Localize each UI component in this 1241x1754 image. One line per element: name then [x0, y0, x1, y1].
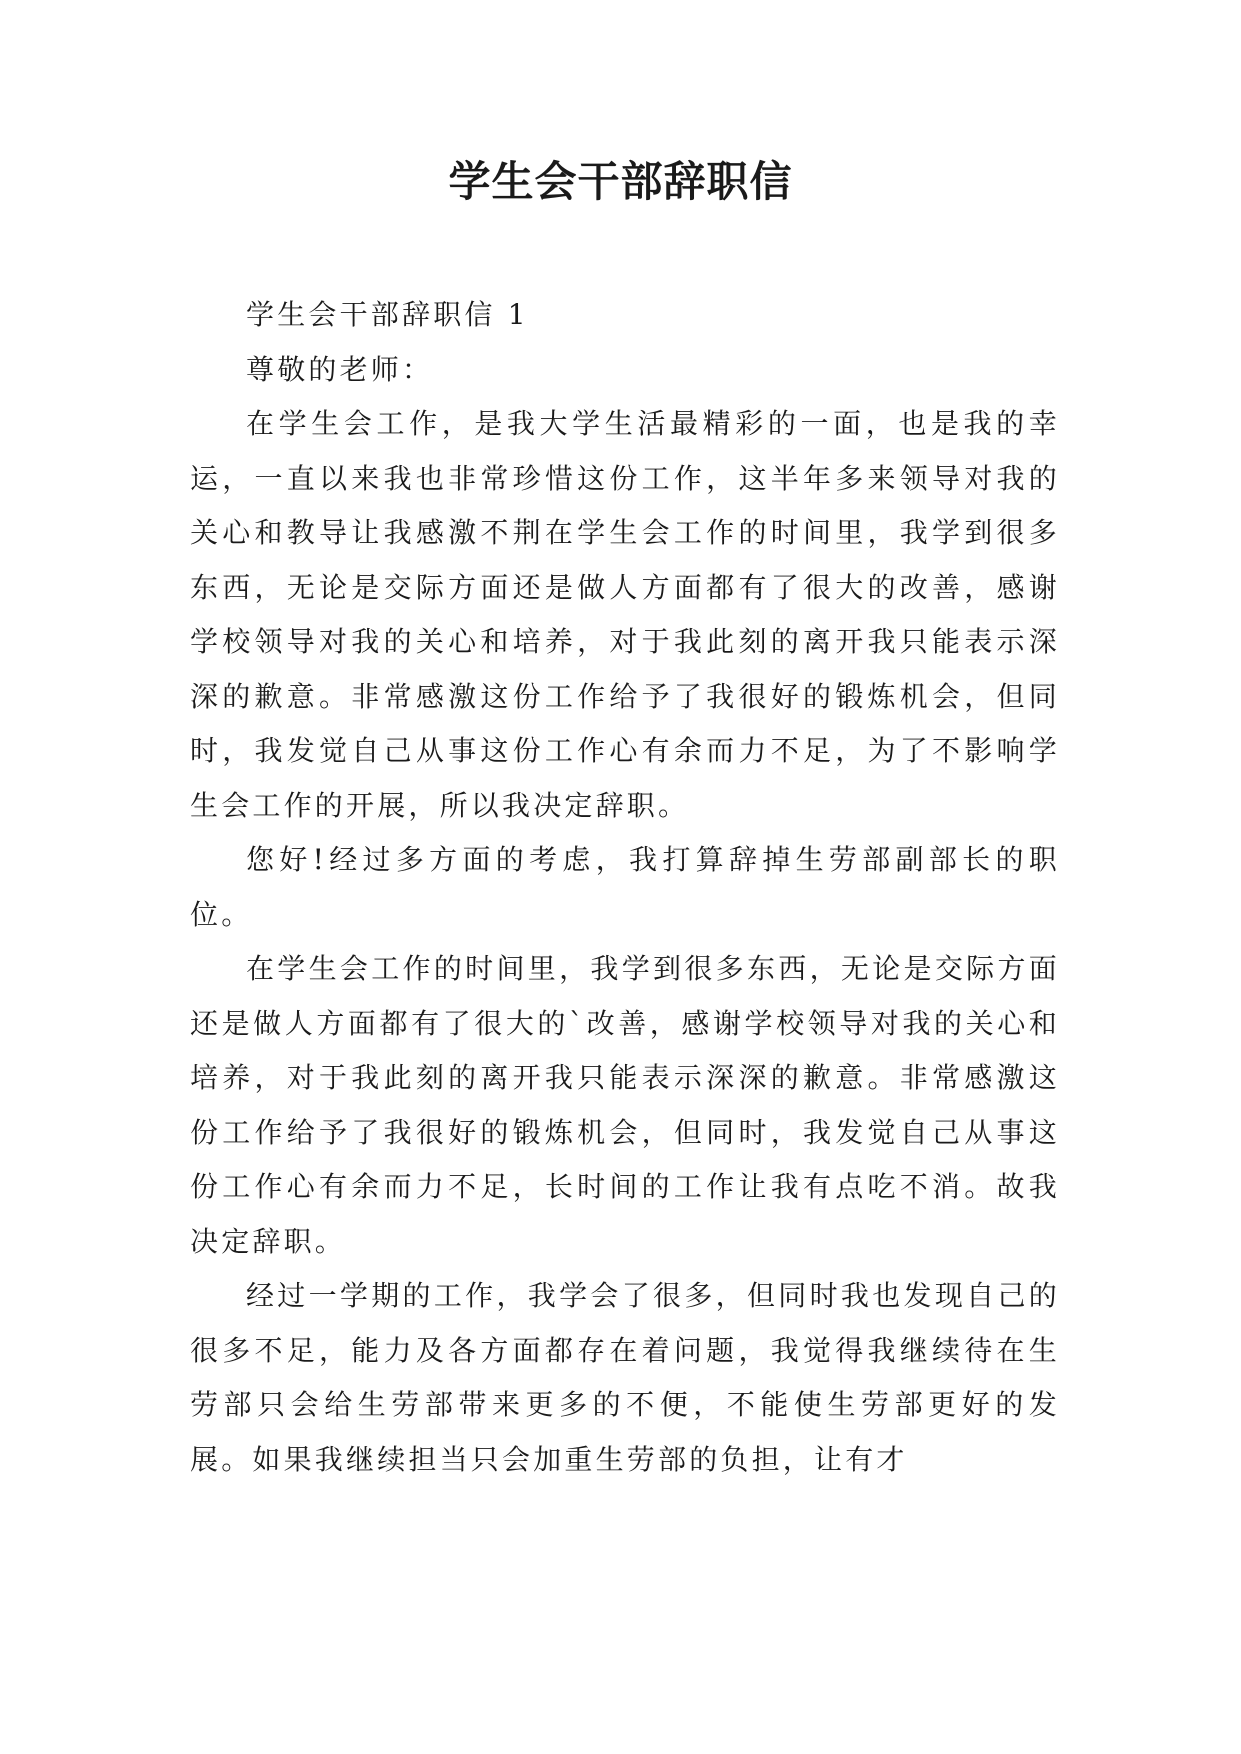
paragraph: 您好!经过多方面的考虑，我打算辞掉生劳部副部长的职位。	[190, 843, 1060, 931]
paragraph: 在学生会工作的时间里，我学到很多东西，无论是交际方面还是做人方面都有了很大的`改善，感谢学校领导对我的关心和培养，对于我此刻的离开我只能表示深深的歉意。非常感激这份工作给予了我很好的锻炼机会，但同时，我发觉自己从事这份工作心有余而力不足，长时间的工作让我有点吃不消。故我决定辞职。	[190, 952, 1060, 1258]
document-body	[190, 288, 1060, 1487]
paragraph: 经过一学期的工作，我学会了很多，但同时我也发现自己的很多不足，能力及各方面都存在着问题，我觉得我继续待在生劳部只会给生劳部带来更多的不便，不能使生劳部更好的发展。如果我继续担当只会加重生劳部的负担，让有才	[190, 1279, 1060, 1476]
paragraph-salutation: 尊敬的老师：	[246, 352, 434, 386]
paragraph-heading: 学生会干部辞职信 1	[246, 298, 529, 331]
document-title: 学生会干部辞职信	[448, 157, 793, 206]
paragraph: 在学生会工作，是我大学生活最精彩的一面，也是我的幸运，一直以来我也非常珍惜这份工作，这半年多来领导对我的关心和教导让我感激不荆在学生会工作的时间里，我学到很多东西，无论是交际方面还是做人方面都有了很大的改善，感谢学校领导对我的关心和培养，对于我此刻的离开我只能表示深深的歉意。非常感激这份工作给予了我很好的锻炼机会，但同时，我发觉自己从事这份工作心有余而力不足，为了不影响学生会工作的开展，所以我决定辞职。	[190, 407, 1060, 822]
